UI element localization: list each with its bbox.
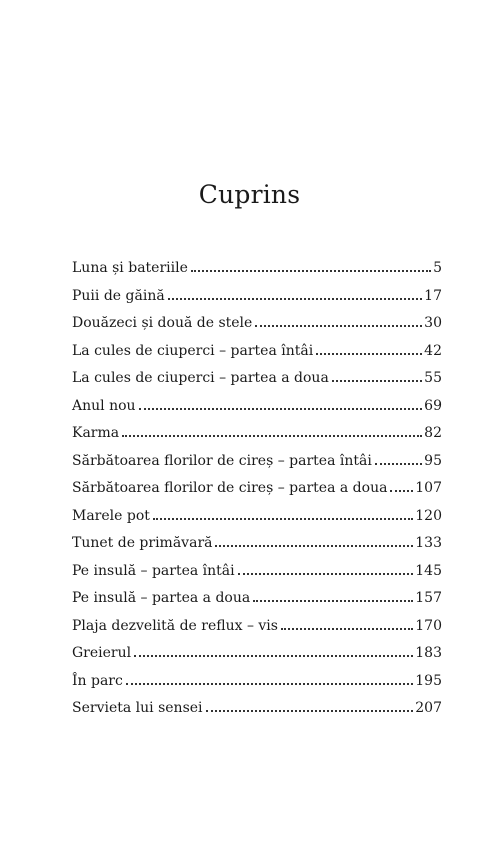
toc-entry [72, 448, 442, 476]
toc-entry [72, 338, 442, 366]
toc-entry-title: Sărbătoarea florilor de cireș – partea a doua [72, 480, 388, 496]
toc-entry-page-number: 157 [415, 590, 442, 606]
dot-leader [281, 627, 413, 630]
toc-entry-page-number: 42 [424, 342, 442, 359]
toc-entry-title: Tunet de primăvară [72, 535, 213, 551]
toc-entry [72, 558, 442, 586]
dot-leader [238, 572, 414, 575]
dot-leader [139, 407, 423, 410]
dot-leader [332, 379, 422, 382]
toc-entry [72, 503, 442, 531]
toc-entry-page-number: 5 [433, 260, 442, 276]
toc-entry-page-number: 95 [424, 452, 442, 469]
toc-entry [72, 393, 442, 421]
toc-entry-title: Luna și bateriile [72, 260, 188, 276]
toc-entry [72, 530, 442, 558]
toc-entry-title: Marele pot [72, 507, 150, 524]
toc-entry-page-number: 133 [415, 535, 442, 551]
toc-entry [72, 640, 442, 668]
dot-leader [134, 654, 413, 657]
toc-entry [72, 585, 442, 613]
toc-entry-page-number: 82 [424, 425, 442, 441]
toc-entry-page-number: 183 [415, 645, 442, 661]
toc-entry-title: Douăzeci și două de stele [72, 315, 253, 331]
toc-entry [72, 365, 442, 393]
toc-entry-page-number: 69 [424, 397, 442, 414]
toc-entry-title: Pe insulă – partea întâi [72, 562, 235, 579]
toc-entry-page-number: 120 [415, 507, 442, 524]
toc-entry-title: La cules de ciuperci – partea a doua [72, 370, 329, 386]
toc-entry [72, 613, 442, 641]
dot-leader [390, 489, 413, 492]
toc-entry-title: Sărbătoarea florilor de cireș – partea întâi [72, 452, 372, 469]
dot-leader [153, 517, 413, 520]
toc-entry-page-number: 145 [415, 562, 442, 579]
dot-leader [122, 434, 422, 437]
page-title: Cuprins [198, 180, 301, 209]
dot-leader [215, 544, 413, 547]
toc-entry [72, 695, 442, 723]
dot-leader [255, 324, 422, 327]
toc-entry [72, 420, 442, 448]
toc-entry [72, 283, 442, 311]
toc-entry-title: Servieta lui sensei [72, 700, 203, 716]
dot-leader [126, 682, 413, 685]
dot-leader [168, 297, 422, 300]
toc-entry [72, 668, 442, 696]
dot-leader [253, 599, 413, 602]
toc-entry-title: La cules de ciuperci – partea întâi [72, 342, 314, 359]
toc-entry-page-number: 107 [415, 480, 442, 496]
dot-leader [206, 709, 414, 712]
toc-entry [72, 310, 442, 338]
toc-entry-title: Plaja dezvelită de reflux – vis [72, 617, 278, 634]
toc-entry-title: Pe insulă – partea a doua [72, 590, 251, 606]
toc-entry-title: În parc [72, 672, 123, 689]
dot-leader [316, 352, 422, 355]
dot-leader [375, 462, 422, 465]
table-of-contents [72, 255, 442, 723]
toc-entry [72, 475, 442, 503]
toc-entry-title: Puii de găină [72, 287, 165, 304]
toc-entry [72, 255, 442, 283]
toc-entry-page-number: 207 [415, 700, 442, 716]
toc-entry-title: Karma [72, 425, 120, 441]
dot-leader [191, 269, 431, 272]
toc-entry-page-number: 55 [424, 370, 442, 386]
toc-entry-page-number: 195 [415, 672, 442, 689]
toc-entry-page-number: 170 [415, 617, 442, 634]
toc-entry-page-number: 30 [424, 315, 442, 331]
toc-entry-title: Greierul [72, 645, 132, 661]
toc-entry-page-number: 17 [424, 287, 442, 304]
toc-entry-title: Anul nou [72, 397, 136, 414]
